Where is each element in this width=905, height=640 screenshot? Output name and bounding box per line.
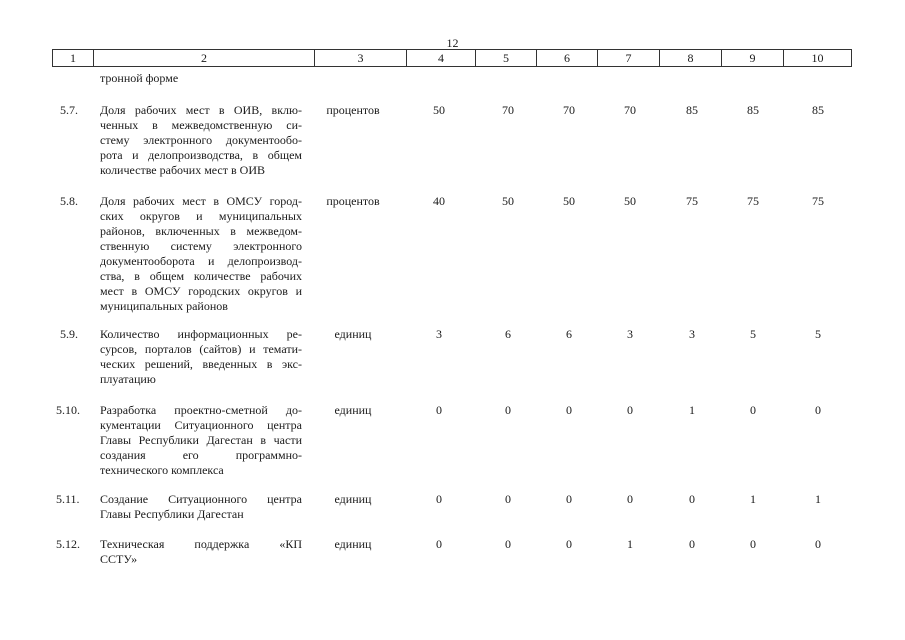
header-col-8: 8 [660, 50, 722, 66]
row-value: 50 [502, 194, 514, 208]
row-value: 0 [436, 537, 442, 551]
row-value: 5 [750, 327, 756, 341]
row-value: 1 [689, 403, 695, 417]
table-header [52, 49, 852, 67]
row-unit: процентов [326, 194, 380, 208]
row-value: 0 [566, 492, 572, 506]
row-value: 0 [750, 403, 756, 417]
row-value: 0 [815, 537, 821, 551]
row-value: 0 [505, 403, 511, 417]
row-value: 0 [436, 403, 442, 417]
row-description: Техническая поддержка «КП ССТУ» [100, 537, 302, 566]
row-value: 0 [566, 537, 572, 551]
row-unit: процентов [326, 103, 380, 117]
row-value: 0 [750, 537, 756, 551]
row-value: 70 [624, 103, 636, 117]
row-description: Создание Ситуационного центра Главы Республики Дагестан [100, 492, 302, 521]
row-value: 0 [689, 537, 695, 551]
header-col-6: 6 [537, 50, 598, 66]
header-col-10: 10 [784, 50, 852, 66]
row-description: Доля рабочих мест в ОИВ, вклю- ченных в межведомственную си- стему электронного документообо- рота и делопроизводства, в общем количестве рабочих мест в ОИВ [100, 103, 302, 177]
header-col-4: 4 [407, 50, 476, 66]
row-value: 85 [812, 103, 824, 117]
row-value: 6 [505, 327, 511, 341]
row-value: 0 [627, 492, 633, 506]
row-value: 3 [627, 327, 633, 341]
page-number: 12 [446, 36, 459, 50]
row-value: 0 [627, 403, 633, 417]
row-value: 50 [433, 103, 445, 117]
row-value: 75 [812, 194, 824, 208]
row-description: Количество информационных ре- сурсов, порталов (сайтов) и темати- ческих решений, введенных в экс- плуатацию [100, 327, 302, 386]
row-value: 70 [502, 103, 514, 117]
row-unit: единиц [334, 537, 372, 551]
header-col-3: 3 [315, 50, 407, 66]
row-value: 1 [750, 492, 756, 506]
row-value: 0 [505, 537, 511, 551]
row-value: 0 [505, 492, 511, 506]
row-value: 3 [689, 327, 695, 341]
row-number: 5.7. [60, 103, 78, 117]
row-description: Разработка проектно-сметной до- кументации Ситуационного центра Главы Республики Дагестан в части создания его программно- технического комплекса [100, 403, 302, 477]
row-value: 75 [747, 194, 759, 208]
row-value: 0 [689, 492, 695, 506]
row-value: 50 [624, 194, 636, 208]
row-value: 50 [563, 194, 575, 208]
row-value: 85 [686, 103, 698, 117]
row-value: 0 [566, 403, 572, 417]
row-value: 3 [436, 327, 442, 341]
header-col-2: 2 [94, 50, 315, 66]
header-col-5: 5 [476, 50, 537, 66]
row-value: 6 [566, 327, 572, 341]
row-number: 5.11. [56, 492, 80, 506]
row-value: 75 [686, 194, 698, 208]
row-unit: единиц [334, 327, 372, 341]
row-number: 5.9. [60, 327, 78, 341]
row-unit: единиц [334, 492, 372, 506]
row-description: Доля рабочих мест в ОМСУ город- ских округов и муниципальных районов, включенных в межведом- ственную систему электронного документооборота и делопроизвод- ства, в общем количестве рабочих мест в ОМСУ городских округов и муниципальных районов [100, 194, 302, 313]
row-value: 5 [815, 327, 821, 341]
row-number: 5.8. [60, 194, 78, 208]
row-number: 5.12. [56, 537, 80, 551]
header-col-1: 1 [52, 50, 94, 66]
row-unit: единиц [334, 403, 372, 417]
header-col-7: 7 [598, 50, 660, 66]
row-value: 1 [815, 492, 821, 506]
continuation-text: тронной форме [100, 71, 179, 85]
header-col-9: 9 [722, 50, 784, 66]
row-value: 0 [815, 403, 821, 417]
row-value: 85 [747, 103, 759, 117]
row-number: 5.10. [56, 403, 80, 417]
row-value: 1 [627, 537, 633, 551]
row-value: 0 [436, 492, 442, 506]
row-value: 70 [563, 103, 575, 117]
row-value: 40 [433, 194, 445, 208]
